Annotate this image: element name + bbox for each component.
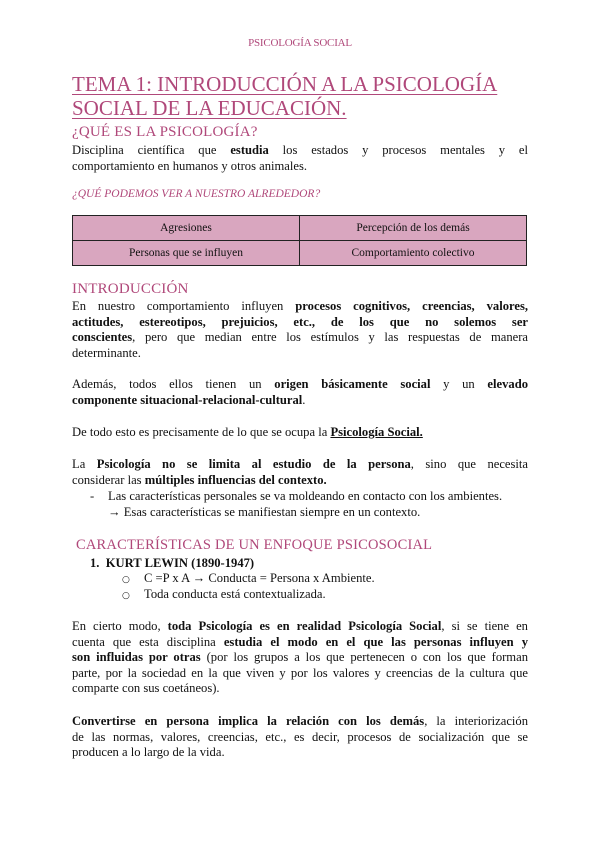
heading-que-es: ¿QUÉ ES LA PSICOLOGÍA? [72,124,258,140]
table-row [73,216,527,241]
table-cell: Personas que se influyen [73,241,300,266]
paragraph-definicion [72,143,528,174]
list-bullet: - [90,489,95,503]
title-line-2: SOCIAL DE LA EDUCACIÓN. [72,96,347,120]
heading-introduccion: INTRODUCCIÓN [72,281,189,297]
page-title [72,72,542,120]
circle-bullet: ○ [122,591,130,601]
title-line-1: TEMA 1: INTRODUCCIÓN A LA PSICOLOGÍA [72,72,498,96]
table-row [73,241,527,266]
circle-bullet: ○ [122,575,130,585]
list-item: Las características personales se va moldeando en contacto con los ambientes. [108,489,503,503]
paragraph-intro-3: De todo esto es precisamente de lo que se ocupa la Psicología Social. [72,425,423,439]
list-item: → Esas características se manifiestan siempre en un contexto. [108,505,421,519]
paragraph-intro-2: Además, todos ellos tienen un origen básicamente social y un elevado componente situacional-relacional-cultural. [72,377,528,407]
examples-table [72,215,527,266]
numbered-item: 1. KURT LEWIN (1890-1947) [90,556,255,570]
table-cell: Comportamiento colectivo [300,241,527,266]
table-cell: Percepción de los demás [300,216,527,241]
heading-alrededor: ¿QUÉ PODEMOS VER A NUESTRO ALREDEDOR? [72,188,321,200]
page-header: PSICOLOGÍA SOCIAL [248,37,352,49]
list-item: C =P x A → Conducta = Persona x Ambiente. [144,571,375,585]
list-item: Toda conducta está contextualizada. [144,587,326,601]
paragraph-intro-4: La Psicología no se limita al estudio de la persona, sino que necesita considerar las múltiples influencias del contexto. [72,457,529,487]
paragraph-intro-1: En nuestro comportamiento influyen procesos cognitivos, creencias, valores, actitudes, estereotipos, prejuicios, etc., de los que no solemos ser conscientes, pero que median entre los estímulos y las respuestas de manera determinante. [72,299,529,360]
heading-enfoque: CARACTERÍSTICAS DE UN ENFOQUE PSICOSOCIAL [76,537,433,553]
paragraph-persona: Convertirse en persona implica la relación con los demás, la interiorización de las normas, valores, creencias, etc., es decir, procesos de socialización que se producen a lo largo de la vida. [72,714,528,760]
definicion-line-2: comportamiento en humanos y otros animales. [72,158,308,173]
definicion-line-1: Disciplina científica que estudia los estados y procesos mentales y el [72,143,528,157]
table-cell: Agresiones [73,216,300,241]
paragraph-psicologia-social: En cierto modo, toda Psicología es en realidad Psicología Social, si se tiene en cuenta que esta disciplina estudia el modo en el que las personas influyen y son influidas por otras (por los grupos a los que pertenecen o con los que forman parte, por la sociedad en la que viven y por los valores y creencias de la cultura que comparte con sus coetáneos). [72,619,528,696]
